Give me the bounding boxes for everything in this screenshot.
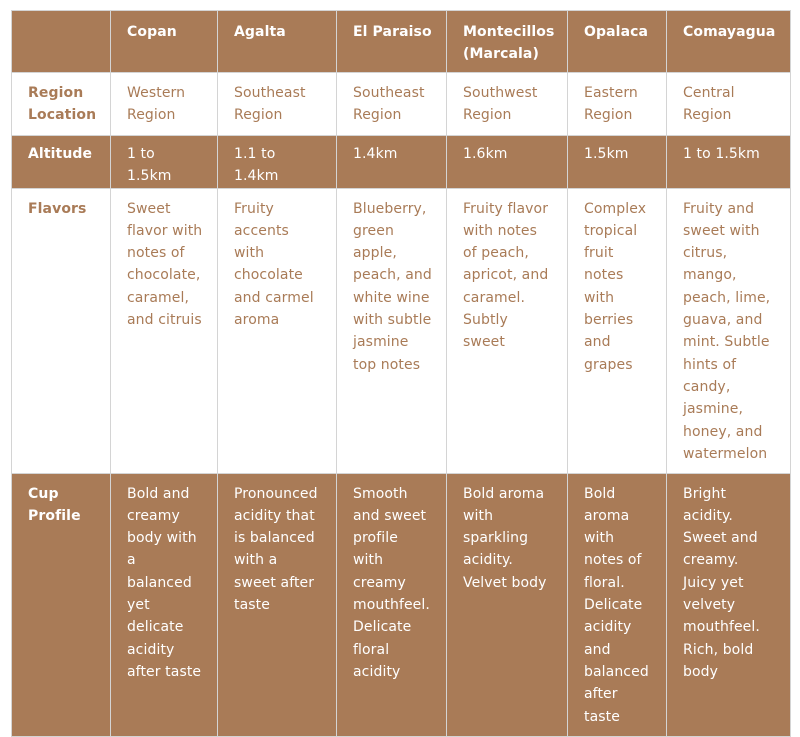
header-row xyxy=(12,11,791,73)
altitude-cell-agalta: 1.1 to 1.4km xyxy=(218,136,337,189)
altitude-cell-copan: 1 to 1.5km xyxy=(111,136,218,189)
region-cell-comayagua: Central Region xyxy=(667,73,791,136)
altitude-cell-el-paraiso: 1.4km xyxy=(337,136,447,189)
flavors-cell-agalta: Fruity accents with chocolate and carmel aroma xyxy=(218,188,337,473)
region-cell-agalta: Southeast Region xyxy=(218,73,337,136)
flavors-cell-el-paraiso: Blueberry, green apple, peach, and white wine with subtle jasmine top notes xyxy=(337,188,447,473)
cup-profile-row xyxy=(12,473,791,736)
cup-profile-cell-el-paraiso: Smooth and sweet profile with creamy mouthfeel. Delicate floral acidity xyxy=(337,473,447,736)
cup-profile-cell-comayagua: Bright acidity. Sweet and creamy. Juicy yet velvety mouthfeel. Rich, bold body xyxy=(667,473,791,736)
altitude-cell-opalaca: 1.5km xyxy=(568,136,667,189)
cup-profile-cell-copan: Bold and creamy body with a balanced yet delicate acidity after taste xyxy=(111,473,218,736)
column-header-opalaca: Opalaca xyxy=(568,11,667,73)
flavors-cell-opalaca: Complex tropical fruit notes with berries and grapes xyxy=(568,188,667,473)
row-label-region: Region Location xyxy=(12,73,111,136)
flavors-cell-copan: Sweet flavor with notes of chocolate, caramel, and citruis xyxy=(111,188,218,473)
row-label-altitude: Altitude xyxy=(12,136,111,189)
region-cell-el-paraiso: Southeast Region xyxy=(337,73,447,136)
cup-profile-cell-montecillos: Bold aroma with sparkling acidity. Velvet body xyxy=(447,473,568,736)
flavors-cell-comayagua: Fruity and sweet with citrus, mango, peach, lime, guava, and mint. Subtle hints of candy, jasmine, honey, and watermelon xyxy=(667,188,791,473)
flavors-row xyxy=(12,188,791,473)
column-header-montecillos: Montecillos (Marcala) xyxy=(447,11,568,73)
region-cell-opalaca: Eastern Region xyxy=(568,73,667,136)
column-header-copan: Copan xyxy=(111,11,218,73)
corner-cell xyxy=(12,11,111,73)
cup-profile-cell-opalaca: Bold aroma with notes of floral. Delicate acidity and balanced after taste xyxy=(568,473,667,736)
altitude-cell-comayagua: 1 to 1.5km xyxy=(667,136,791,189)
altitude-cell-montecillos: 1.6km xyxy=(447,136,568,189)
row-label-cup-profile: Cup Profile xyxy=(12,473,111,736)
column-header-comayagua: Comayagua xyxy=(667,11,791,73)
region-cell-copan: Western Region xyxy=(111,73,218,136)
column-header-el-paraiso: El Paraiso xyxy=(337,11,447,73)
flavors-cell-montecillos: Fruity flavor with notes of peach, apricot, and caramel. Subtly sweet xyxy=(447,188,568,473)
cup-profile-cell-agalta: Pronounced acidity that is balanced with a sweet after taste xyxy=(218,473,337,736)
column-header-agalta: Agalta xyxy=(218,11,337,73)
coffee-regions-table xyxy=(11,10,791,737)
altitude-row xyxy=(12,136,791,189)
region-cell-montecillos: Southwest Region xyxy=(447,73,568,136)
region-row xyxy=(12,73,791,136)
row-label-flavors: Flavors xyxy=(12,188,111,473)
